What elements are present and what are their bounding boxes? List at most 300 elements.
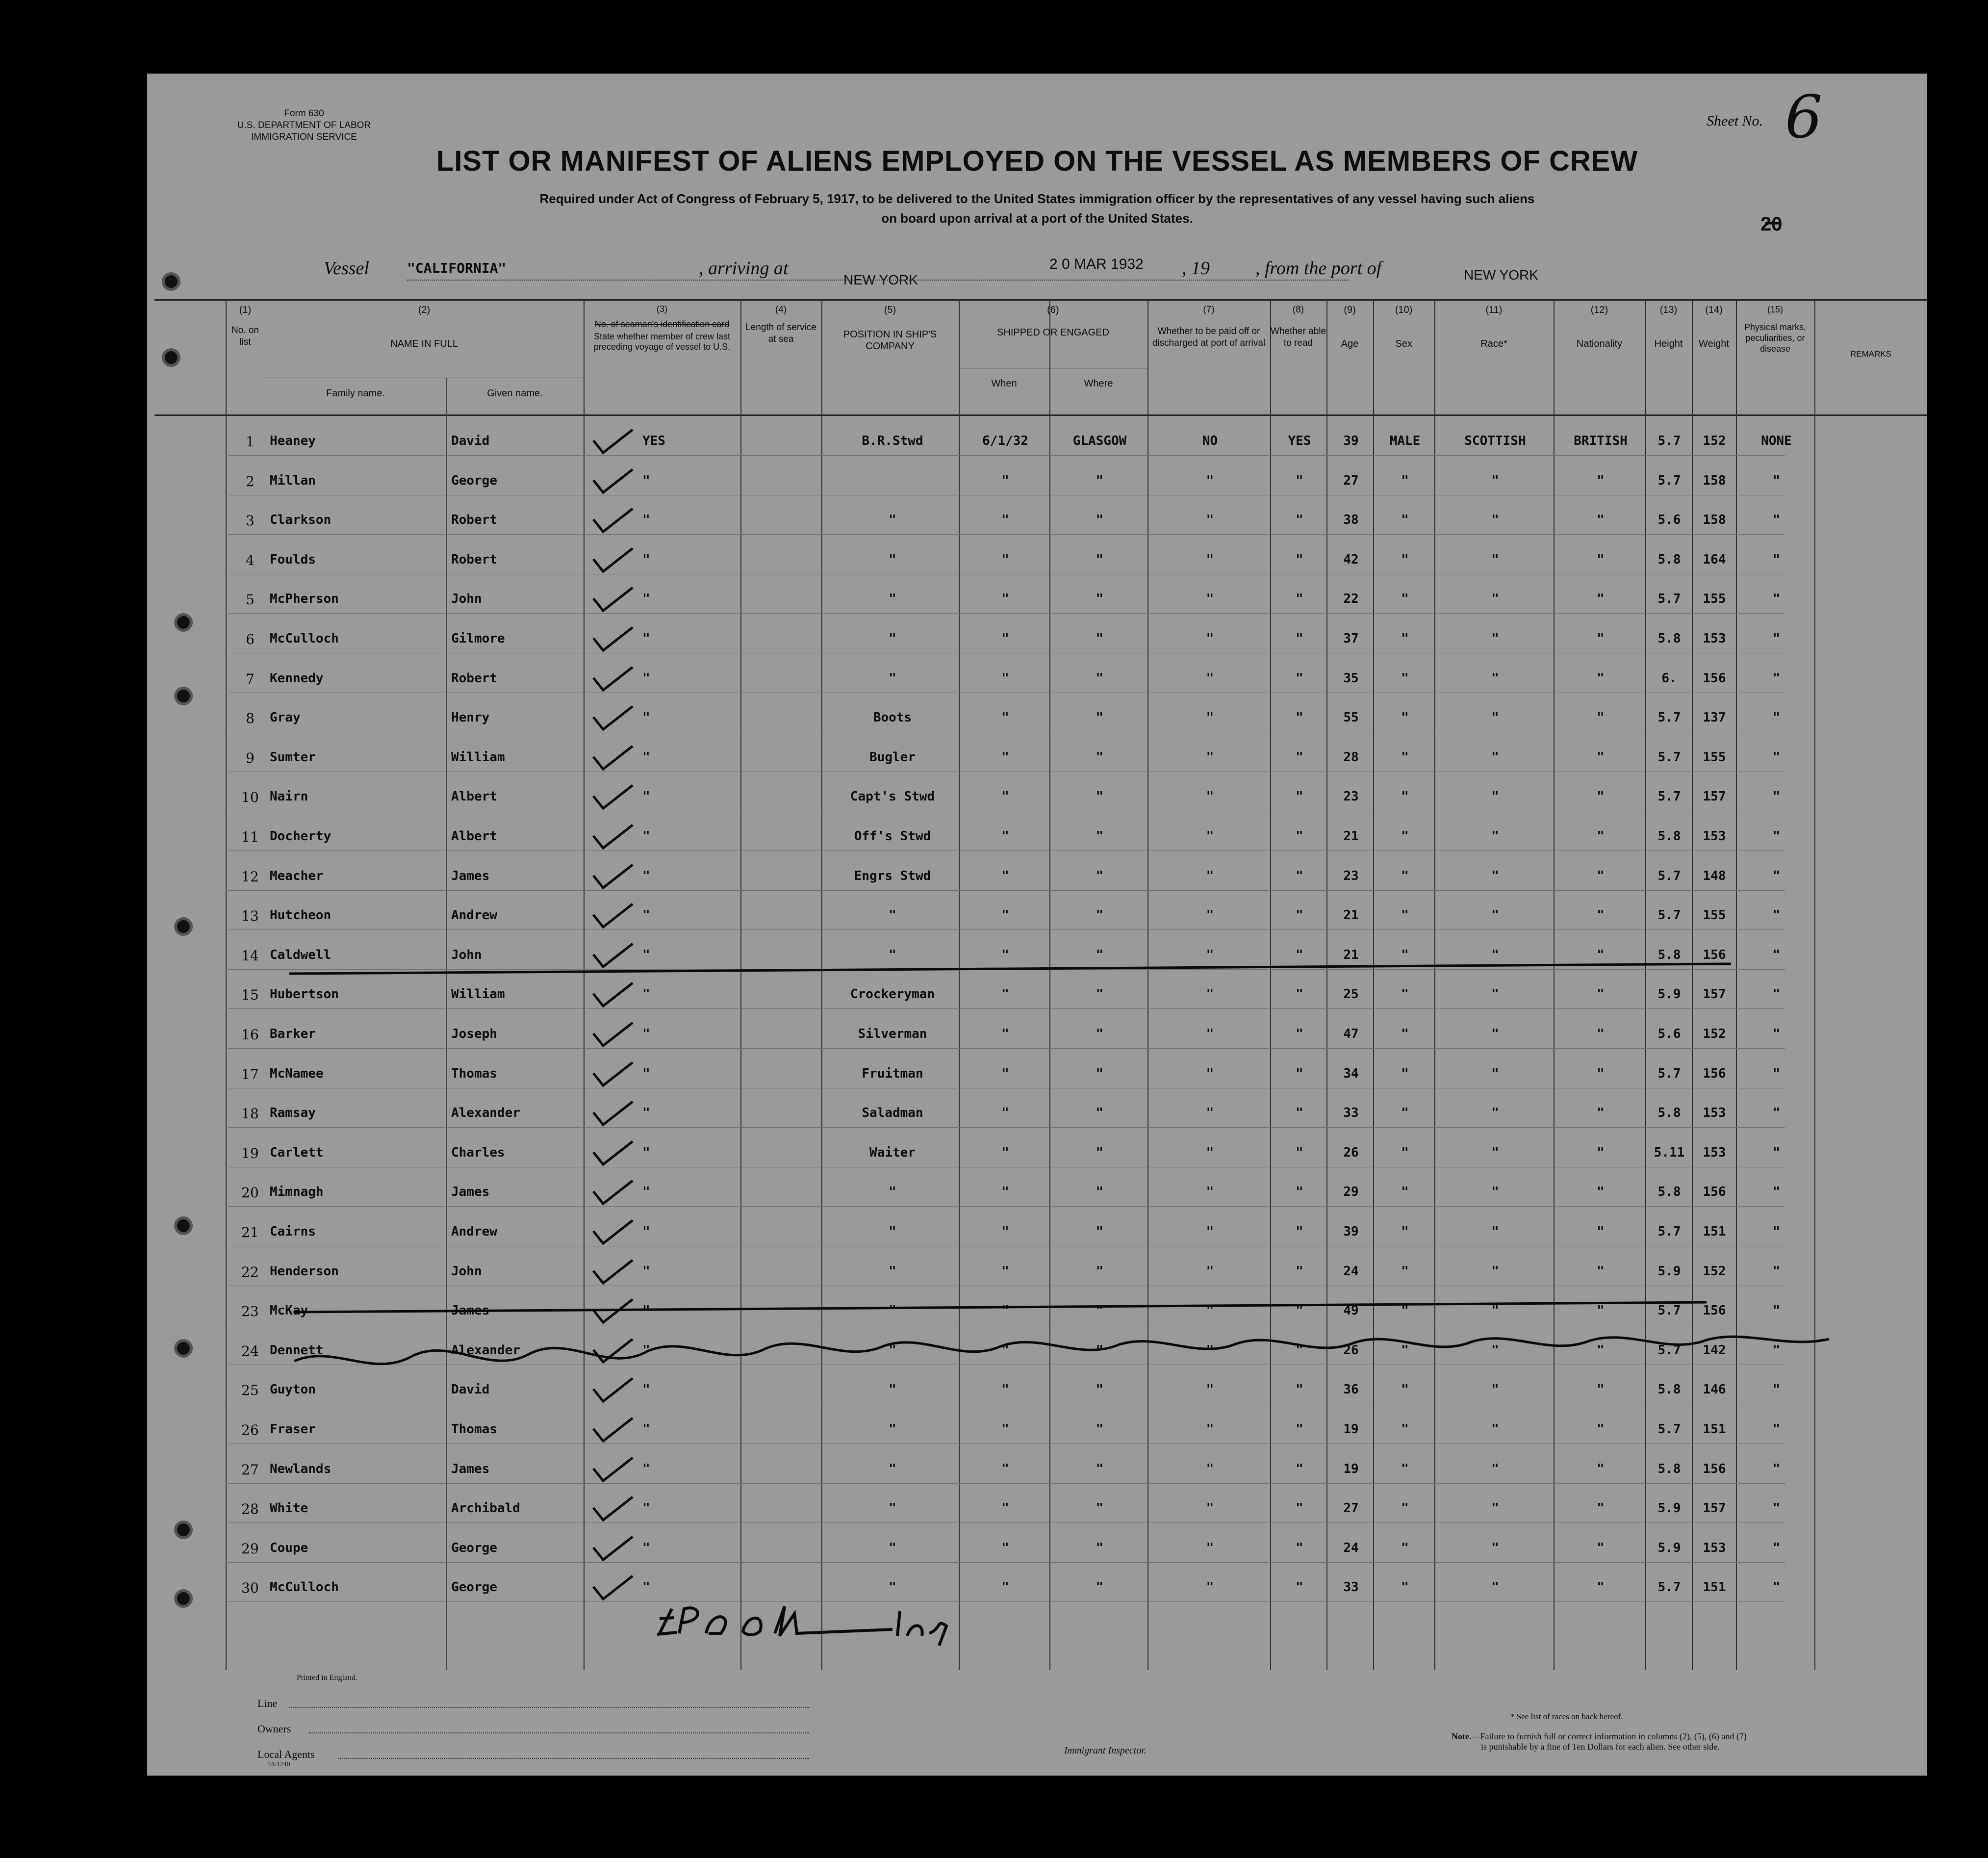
cell-no: 6 <box>246 631 255 647</box>
cell-race: " <box>1491 671 1499 686</box>
cell-family: Meacher <box>270 868 324 883</box>
cell-card: " <box>642 592 650 607</box>
cell-marks: " <box>1772 749 1781 765</box>
sheet-number: 6 <box>1785 83 1823 152</box>
cell-when: " <box>1001 1264 1009 1279</box>
cell-when: " <box>1001 829 1009 844</box>
cell-weight: 152 <box>1703 1264 1726 1279</box>
cell-race: " <box>1491 1422 1499 1437</box>
cell-position: " <box>889 513 896 528</box>
arriving-port: NEW YORK <box>843 272 918 287</box>
col-marks-header: (15) Physical marks, peculiarities, or disease <box>1744 305 1807 354</box>
cell-where: " <box>1096 868 1104 883</box>
cell-card: " <box>642 1106 650 1121</box>
cell-sex: " <box>1401 749 1409 765</box>
cell-where: " <box>1096 1501 1104 1516</box>
line-field <box>289 1707 809 1708</box>
cell-weight: 158 <box>1703 473 1726 488</box>
cell-card: " <box>642 473 650 488</box>
given-name-header: Given name. <box>487 388 543 399</box>
cell-given: Gilmore <box>451 631 505 646</box>
cell-when: " <box>1001 789 1009 804</box>
cell-position: Saladman <box>862 1106 923 1121</box>
cell-family: Guyton <box>270 1382 316 1397</box>
vessel-name: "CALIFORNIA" <box>407 260 507 276</box>
cell-read: " <box>1296 592 1303 607</box>
cell-given: Robert <box>451 552 497 567</box>
cell-paid: " <box>1206 592 1214 607</box>
cell-when: " <box>1001 947 1009 962</box>
cell-height: 5.7 <box>1657 908 1681 923</box>
cell-age: 49 <box>1343 1303 1359 1318</box>
cell-marks: " <box>1772 1580 1781 1595</box>
handwriting-overlay <box>147 74 1927 1776</box>
cell-weight: 137 <box>1703 710 1726 725</box>
signature <box>657 1606 946 1646</box>
cell-read: " <box>1296 1185 1303 1200</box>
cell-read: " <box>1296 1066 1303 1081</box>
cell-sex: " <box>1401 1145 1409 1160</box>
cell-family: McPherson <box>270 592 339 607</box>
cell-nationality: " <box>1597 631 1605 646</box>
cell-race: " <box>1491 592 1499 607</box>
cell-given: James <box>451 1303 490 1318</box>
cell-marks: " <box>1772 947 1781 962</box>
cell-when: " <box>1001 749 1009 765</box>
cell-where: " <box>1096 1185 1104 1200</box>
cell-nationality: " <box>1597 710 1605 725</box>
cell-age: 47 <box>1343 1027 1359 1041</box>
cell-card: " <box>642 1303 650 1318</box>
department: U.S. DEPARTMENT OF LABOR <box>237 120 371 130</box>
cell-no: 21 <box>241 1224 259 1240</box>
cell-when: " <box>1001 1342 1009 1358</box>
cell-sex: " <box>1401 947 1409 962</box>
cell-marks: " <box>1772 1145 1781 1160</box>
agents-field <box>338 1758 809 1759</box>
cell-nationality: " <box>1597 1580 1605 1595</box>
cell-race: " <box>1491 631 1499 646</box>
cell-card: " <box>642 1342 650 1358</box>
cell-paid: " <box>1206 1540 1214 1555</box>
col-race-header: (11) Race* <box>1480 305 1507 349</box>
col-no-header: (1) No. on list <box>231 305 259 347</box>
cell-family: Sumter <box>270 749 316 765</box>
cell-weight: 151 <box>1703 1224 1726 1239</box>
cell-nationality: " <box>1597 1066 1605 1081</box>
cell-nationality: BRITISH <box>1574 434 1628 448</box>
cell-when: " <box>1001 1066 1009 1081</box>
cell-family: McCulloch <box>270 1580 339 1595</box>
cell-sex: " <box>1401 1185 1409 1200</box>
cell-where: " <box>1096 473 1104 488</box>
cell-where: " <box>1096 749 1104 765</box>
cell-height: 5.8 <box>1657 1461 1681 1476</box>
cell-nationality: " <box>1597 1501 1605 1516</box>
cell-card: " <box>642 1185 650 1200</box>
cell-paid: " <box>1206 1303 1214 1318</box>
cell-position: Capt's Stwd <box>850 789 935 804</box>
owners-label: Owners <box>257 1723 291 1735</box>
strike-row-23 <box>294 1302 1707 1312</box>
cell-paid: " <box>1206 829 1214 844</box>
cell-height: 5.7 <box>1657 1224 1681 1239</box>
cell-read: " <box>1296 868 1303 883</box>
cell-where: " <box>1096 987 1104 1002</box>
cell-family: McKay <box>270 1303 308 1318</box>
cell-when: " <box>1001 513 1009 528</box>
cell-given: Albert <box>451 789 497 804</box>
cell-given: John <box>451 1264 482 1279</box>
cell-position: " <box>889 1342 896 1358</box>
cell-nationality: " <box>1597 1461 1605 1476</box>
cell-card: " <box>642 947 650 962</box>
cell-read: " <box>1296 1303 1303 1318</box>
cell-height: 5.9 <box>1657 1264 1681 1279</box>
cell-height: 5.7 <box>1657 1580 1681 1595</box>
cell-weight: 155 <box>1703 749 1726 765</box>
cell-weight: 158 <box>1703 513 1726 528</box>
cell-weight: 142 <box>1703 1342 1726 1358</box>
cell-position: " <box>889 1501 896 1516</box>
cell-read: " <box>1296 1580 1303 1595</box>
subtitle-line2: on board upon arrival at a port of the United States. <box>881 211 1193 226</box>
cell-read: " <box>1296 789 1303 804</box>
cell-given: Charles <box>451 1145 505 1160</box>
cell-nationality: " <box>1597 947 1605 962</box>
cell-age: 26 <box>1343 1342 1359 1358</box>
cell-weight: 157 <box>1703 1501 1726 1516</box>
agents-code: 14-1240 <box>267 1761 290 1768</box>
cell-given: William <box>451 987 505 1002</box>
cell-read: " <box>1296 1027 1303 1041</box>
cell-weight: 164 <box>1703 552 1726 567</box>
cell-nationality: " <box>1597 1382 1605 1397</box>
cell-when: " <box>1001 1422 1009 1437</box>
cell-no: 30 <box>241 1580 259 1597</box>
cell-position: " <box>889 552 896 567</box>
cell-marks: " <box>1772 1461 1781 1476</box>
cell-given: James <box>451 1461 490 1476</box>
cell-when: " <box>1001 1382 1009 1397</box>
cell-weight: 157 <box>1703 789 1726 804</box>
owners-field <box>309 1732 809 1733</box>
cell-paid: " <box>1206 552 1214 567</box>
cell-paid: " <box>1206 1422 1214 1437</box>
penalty-note: Note.—Failure to furnish full or correct information in columns (2), (5), (6) and (7) is punishable by a fine of Ten Dollars for each alien. See other side. <box>1452 1731 1747 1752</box>
cell-no: 23 <box>241 1303 259 1320</box>
cell-no: 1 <box>246 434 255 450</box>
cell-race: " <box>1491 513 1499 528</box>
cell-when: " <box>1001 473 1009 488</box>
cell-race: SCOTTISH <box>1464 434 1526 448</box>
cell-no: 7 <box>246 671 255 687</box>
cell-position: " <box>889 1382 896 1397</box>
cell-read: " <box>1296 1501 1303 1516</box>
cell-sex: " <box>1401 513 1409 528</box>
cell-weight: 153 <box>1703 1106 1726 1121</box>
cell-age: 36 <box>1343 1382 1359 1397</box>
cell-weight: 157 <box>1703 987 1726 1002</box>
cell-family: Gray <box>270 710 301 725</box>
cell-read: " <box>1296 1382 1303 1397</box>
cell-when: 6/1/32 <box>982 434 1028 448</box>
cell-read: " <box>1296 829 1303 844</box>
cell-height: 5.7 <box>1657 710 1681 725</box>
cell-position: " <box>889 592 896 607</box>
cell-weight: 151 <box>1703 1580 1726 1595</box>
cell-paid: " <box>1206 1501 1214 1516</box>
cell-marks: " <box>1772 473 1781 488</box>
cell-age: 29 <box>1343 1185 1359 1200</box>
cell-read: " <box>1296 1342 1303 1358</box>
cell-paid: " <box>1206 513 1214 528</box>
cell-position: Fruitman <box>862 1066 923 1081</box>
cell-sex: " <box>1401 1303 1409 1318</box>
cell-where: " <box>1096 592 1104 607</box>
cell-race: " <box>1491 1461 1499 1476</box>
cell-age: 22 <box>1343 592 1359 607</box>
col-read-header: (8) Whether able to read <box>1270 305 1326 348</box>
cell-weight: 156 <box>1703 1461 1726 1476</box>
cell-race: " <box>1491 1580 1499 1595</box>
cell-no: 3 <box>246 513 255 529</box>
wavy-strike-row-24 <box>294 1337 1829 1364</box>
cell-where: " <box>1096 1145 1104 1160</box>
cell-height: 5.8 <box>1657 1382 1681 1397</box>
cell-given: John <box>451 592 482 607</box>
cell-height: 5.9 <box>1657 987 1681 1002</box>
cell-nationality: " <box>1597 1264 1605 1279</box>
cell-weight: 156 <box>1703 947 1726 962</box>
cell-card: " <box>642 1580 650 1595</box>
cell-card: " <box>642 749 650 765</box>
cell-no: 26 <box>241 1422 259 1438</box>
cell-when: " <box>1001 1185 1009 1200</box>
cell-paid: " <box>1206 908 1214 923</box>
cell-age: 37 <box>1343 631 1359 646</box>
crew-count: 20 <box>1760 213 1783 235</box>
cell-nationality: " <box>1597 789 1605 804</box>
cell-given: Thomas <box>451 1066 497 1081</box>
cell-age: 27 <box>1343 473 1359 488</box>
cell-family: Carlett <box>270 1145 324 1160</box>
cell-nationality: " <box>1597 1027 1605 1041</box>
cell-sex: " <box>1401 1580 1409 1595</box>
cell-position: Waiter <box>869 1145 916 1160</box>
cell-sex: " <box>1401 1382 1409 1397</box>
cell-card: " <box>642 1501 650 1516</box>
cell-when: " <box>1001 671 1009 686</box>
cell-read: " <box>1296 1106 1303 1121</box>
cell-age: 19 <box>1343 1461 1359 1476</box>
col-paid-header: (7) Whether to be paid off or discharged at port of arrival <box>1152 305 1266 348</box>
cell-no: 4 <box>246 552 255 568</box>
cell-given: Andrew <box>451 908 497 923</box>
cell-family: Fraser <box>270 1422 316 1437</box>
cell-read: " <box>1296 1461 1303 1476</box>
cell-read: " <box>1296 1145 1303 1160</box>
cell-nationality: " <box>1597 1540 1605 1555</box>
cell-when: " <box>1001 1540 1009 1555</box>
col-age-header: (9) Age <box>1341 305 1359 349</box>
cell-where: " <box>1096 1303 1104 1318</box>
cell-position: " <box>889 1185 896 1200</box>
cell-position: Off's Stwd <box>854 829 931 844</box>
cell-no: 19 <box>241 1145 259 1161</box>
cell-weight: 146 <box>1703 1382 1726 1397</box>
cell-race: " <box>1491 1303 1499 1318</box>
cell-nationality: " <box>1597 987 1605 1002</box>
cell-no: 2 <box>246 473 255 490</box>
cell-card: " <box>642 1461 650 1476</box>
cell-family: McNamee <box>270 1066 324 1081</box>
cell-race: " <box>1491 1106 1499 1121</box>
cell-sex: " <box>1401 829 1409 844</box>
cell-position: Silverman <box>858 1027 927 1041</box>
cell-given: Alexander <box>451 1106 520 1121</box>
cell-family: Kennedy <box>270 671 324 686</box>
cell-age: 28 <box>1343 749 1359 765</box>
cell-sex: " <box>1401 1501 1409 1516</box>
cell-sex: " <box>1401 789 1409 804</box>
cell-sex: " <box>1401 1224 1409 1239</box>
col-service-header: (4) Length of service at sea <box>745 305 816 344</box>
cell-marks: " <box>1772 908 1781 923</box>
cell-where: " <box>1096 1422 1104 1437</box>
cell-no: 9 <box>246 749 255 766</box>
cell-nationality: " <box>1597 473 1605 488</box>
printed-note: Printed in England. <box>297 1674 357 1682</box>
cell-nationality: " <box>1597 1422 1605 1437</box>
cell-read: " <box>1296 552 1303 567</box>
cell-age: 21 <box>1343 829 1359 844</box>
cell-no: 18 <box>241 1106 259 1122</box>
cell-card: YES <box>642 434 665 448</box>
cell-age: 21 <box>1343 947 1359 962</box>
cell-sex: " <box>1401 710 1409 725</box>
cell-height: 5.6 <box>1657 1027 1681 1041</box>
cell-height: 5.8 <box>1657 829 1681 844</box>
col-card-header: (3) No. of seaman's identification card State whether member of crew last preceding voyage of vessel to U.S. <box>593 304 731 352</box>
cell-race: " <box>1491 1145 1499 1160</box>
cell-race: " <box>1491 1185 1499 1200</box>
cell-nationality: " <box>1597 513 1605 528</box>
cell-where: " <box>1096 947 1104 962</box>
where-header: Where <box>1084 378 1113 389</box>
cell-age: 23 <box>1343 868 1359 883</box>
cell-age: 39 <box>1343 1224 1359 1239</box>
cell-family: Heaney <box>270 434 316 448</box>
cell-given: Thomas <box>451 1422 497 1437</box>
cell-paid: " <box>1206 1461 1214 1476</box>
cell-card: " <box>642 789 650 804</box>
cell-position: " <box>889 1422 896 1437</box>
cell-sex: " <box>1401 592 1409 607</box>
cell-race: " <box>1491 1066 1499 1081</box>
cell-read: " <box>1296 513 1303 528</box>
cell-read: " <box>1296 473 1303 488</box>
cell-age: 55 <box>1343 710 1359 725</box>
cell-marks: " <box>1772 1027 1781 1041</box>
cell-weight: 151 <box>1703 1422 1726 1437</box>
cell-given: David <box>451 434 490 448</box>
cell-where: " <box>1096 1580 1104 1595</box>
cell-given: George <box>451 1580 497 1595</box>
cell-card: " <box>642 1027 650 1041</box>
cell-marks: " <box>1772 1342 1781 1358</box>
cell-family: Henderson <box>270 1264 339 1279</box>
cell-given: Alexander <box>451 1342 520 1358</box>
cell-read: " <box>1296 1422 1303 1437</box>
cell-paid: " <box>1206 1382 1214 1397</box>
cell-sex: " <box>1401 1540 1409 1555</box>
cell-weight: 155 <box>1703 908 1726 923</box>
cell-position: " <box>889 1540 896 1555</box>
cell-where: " <box>1096 631 1104 646</box>
cell-race: " <box>1491 1382 1499 1397</box>
cell-read: " <box>1296 1264 1303 1279</box>
cell-family: Foulds <box>270 552 316 567</box>
cell-height: 5.8 <box>1657 1185 1681 1200</box>
vessel-label: Vessel <box>324 258 369 279</box>
cell-family: Clarkson <box>270 513 331 528</box>
cell-age: 25 <box>1343 987 1359 1002</box>
cell-when: " <box>1001 1303 1009 1318</box>
cell-weight: 156 <box>1703 1066 1726 1081</box>
cell-height: 6. <box>1661 671 1677 686</box>
year-label: , 19 <box>1182 258 1210 279</box>
cell-height: 5.9 <box>1657 1540 1681 1555</box>
cell-position: " <box>889 1224 896 1239</box>
cell-family: Barker <box>270 1027 316 1041</box>
cell-card: " <box>642 829 650 844</box>
cell-weight: 153 <box>1703 1145 1726 1160</box>
cell-race: " <box>1491 1224 1499 1239</box>
cell-when: " <box>1001 1145 1009 1160</box>
cell-height: 5.7 <box>1657 1422 1681 1437</box>
cell-marks: " <box>1772 513 1781 528</box>
cell-nationality: " <box>1597 592 1605 607</box>
cell-paid: " <box>1206 1106 1214 1121</box>
cell-when: " <box>1001 1106 1009 1121</box>
cell-marks: " <box>1772 710 1781 725</box>
cell-sex: " <box>1401 1264 1409 1279</box>
col-remarks-header: REMARKS <box>1850 349 1892 359</box>
cell-age: 26 <box>1343 1145 1359 1160</box>
cell-paid: NO <box>1202 434 1218 448</box>
cell-where: " <box>1096 908 1104 923</box>
cell-weight: 153 <box>1703 1540 1726 1555</box>
cell-race: " <box>1491 908 1499 923</box>
cell-height: 5.7 <box>1657 1066 1681 1081</box>
cell-card: " <box>642 552 650 567</box>
page-title: LIST OR MANIFEST OF ALIENS EMPLOYED ON THE VESSEL AS MEMBERS OF CREW <box>436 145 1638 177</box>
cell-where: " <box>1096 829 1104 844</box>
cell-read: " <box>1296 631 1303 646</box>
cell-sex: " <box>1401 1027 1409 1041</box>
cell-weight: 156 <box>1703 1185 1726 1200</box>
sheet-label: Sheet No. <box>1707 113 1763 129</box>
cell-given: Albert <box>451 829 497 844</box>
cell-no: 24 <box>241 1342 259 1359</box>
cell-race: " <box>1491 1501 1499 1516</box>
cell-race: " <box>1491 789 1499 804</box>
cell-where: " <box>1096 513 1104 528</box>
col-height-header: (13) Height <box>1654 305 1683 349</box>
cell-where: " <box>1096 552 1104 567</box>
cell-age: 39 <box>1343 434 1359 448</box>
